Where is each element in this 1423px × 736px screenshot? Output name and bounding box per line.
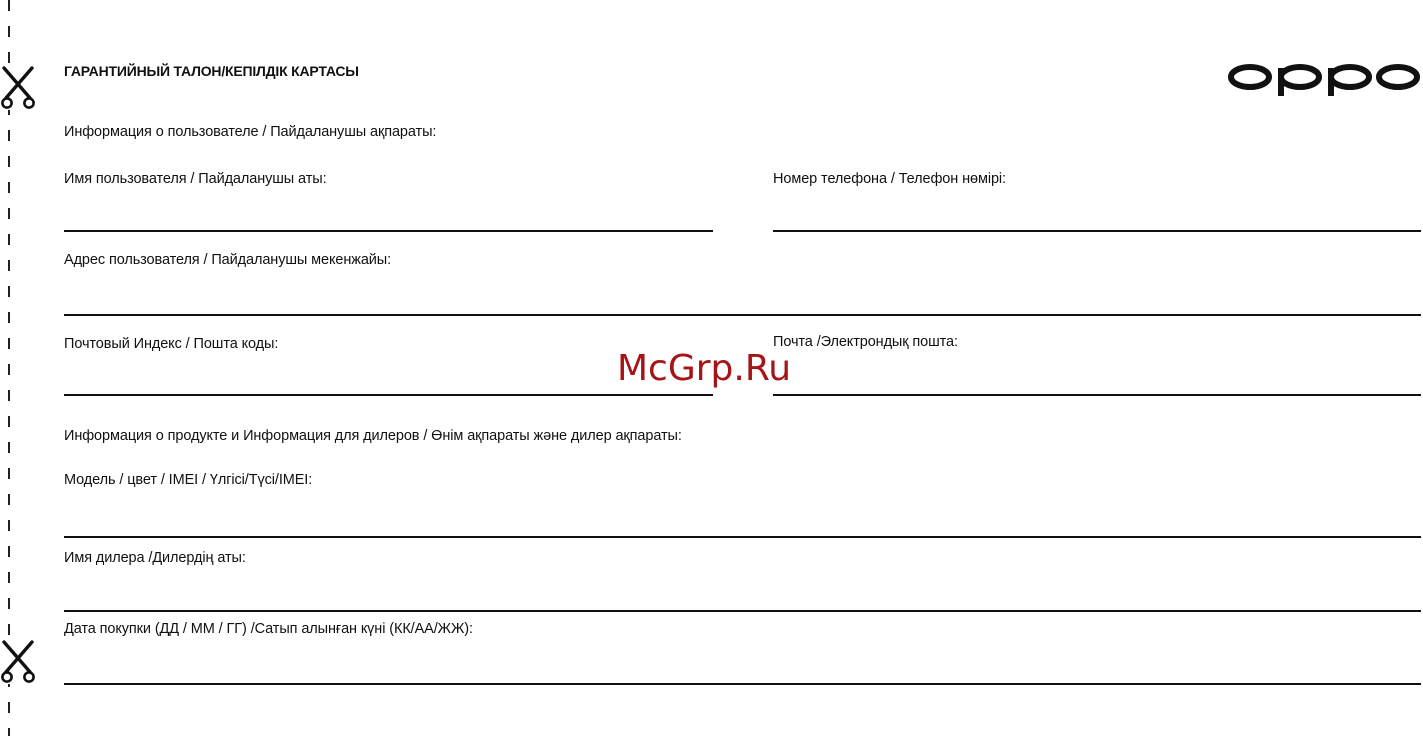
model-field[interactable] [64,536,1421,538]
email-label: Почта /Электрондық пошта: [773,334,958,350]
product-info-heading: Информация о продукте и Информация для дилеров / Өнім ақпараты және дилер ақпараты: [64,428,682,444]
logo-text: oppo [1324,92,1327,93]
watermark: McGrp.Ru [617,348,792,389]
purchase-date-field[interactable] [64,683,1421,685]
model-label: Модель / цвет / IMEI / Үлгісі/Түсі/IMEI: [64,472,313,488]
scissors-icon [0,64,44,110]
purchase-date-label: Дата покупки (ДД / ММ / ГГ) /Сатып алынған күні (КК/АА/ЖЖ): [64,621,473,637]
email-field[interactable] [773,394,1421,396]
address-label: Адрес пользователя / Пайдаланушы мекенжайы: [64,252,392,268]
user-name-field[interactable] [64,230,713,232]
phone-label: Номер телефона / Телефон нөмірі: [773,171,1006,187]
scissors-icon [0,638,44,684]
postcode-label: Почтовый Индекс / Пошта коды: [64,336,279,352]
postcode-field[interactable] [64,394,713,396]
address-field[interactable] [64,314,1421,316]
dealer-name-field[interactable] [64,610,1421,612]
oppo-logo [1228,62,1420,98]
user-info-heading: Информация о пользователе / Пайдаланушы ақпараты: [64,124,437,140]
cut-line [8,0,10,736]
dealer-name-label: Имя дилера /Дилердің аты: [64,550,246,566]
user-name-label: Имя пользователя / Пайдаланушы аты: [64,171,327,187]
phone-field[interactable] [773,230,1421,232]
document-title: ГАРАНТИЙНЫЙ ТАЛОН/КЕПІЛДІК КАРТАСЫ [64,63,359,79]
